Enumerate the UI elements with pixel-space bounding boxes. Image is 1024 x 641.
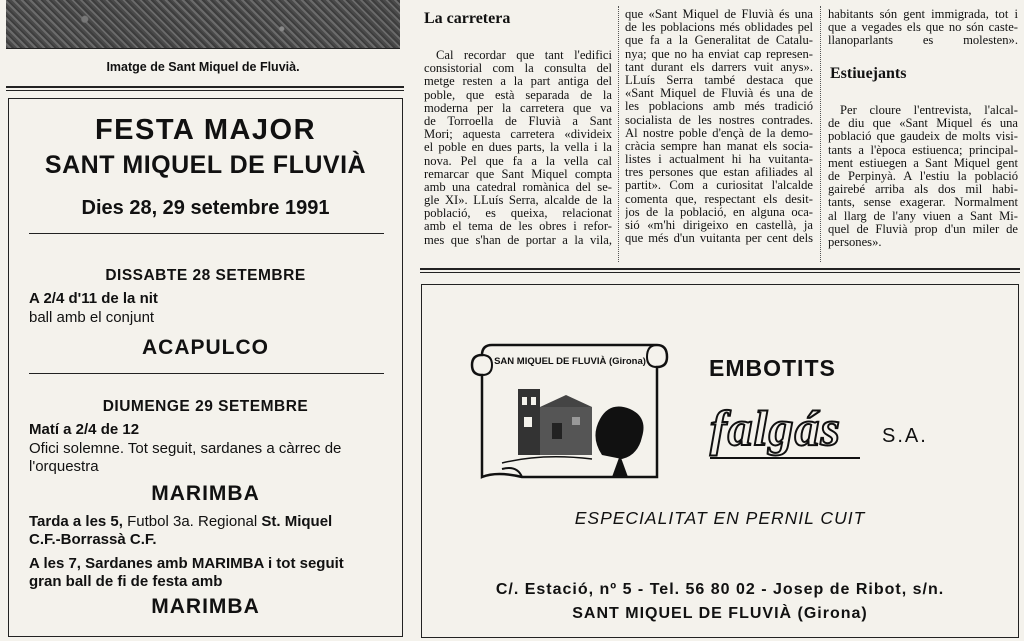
ad-address: C/. Estació, nº 5 - Tel. 56 80 02 - Josep de Ribot, s/n. — [495, 581, 945, 598]
column-divider — [618, 6, 619, 262]
sunday-evening-cont: gran ball de fi de festa amb — [29, 573, 223, 590]
article-line: quel de Fluvià prop d'un miler de — [828, 222, 1018, 236]
saturday-time: A 2/4 d'11 de la nit — [29, 290, 158, 307]
article-line: gairebé arriba als dos mil habi- — [828, 183, 1018, 197]
festa-title: FESTA MAJOR — [94, 114, 317, 146]
sunday-evening: A les 7, Sardanes amb MARIMBA i tot seguit — [29, 555, 344, 572]
article-line: de Perpinyà. A l'estiu la població — [828, 169, 1018, 183]
article-line: comenta que, respectant els desit- — [625, 192, 813, 206]
article-line: socialista de les nostres contrades. — [625, 113, 813, 127]
sunday-heading: DIUMENGE 29 SETEMBRE — [102, 398, 309, 415]
article-line: Per cloure l'entrevista, l'alcal- — [840, 104, 1018, 117]
saturday-desc: ball amb el conjunt — [29, 309, 155, 326]
article-line: que fa a la Generalitat de Catalu- — [625, 34, 813, 48]
article-line: població que gaudeix de molts visi- — [828, 130, 1018, 144]
sunday-morning-desc-cont: l'orquestra — [29, 458, 99, 475]
article-line: partit». Com a curiositat l'alcalde — [625, 179, 813, 193]
festa-major-box — [8, 98, 403, 637]
article-line: gle XI». LLuís Serra, alcalde de la — [424, 194, 612, 208]
sunday-morning-time: Matí a 2/4 de 12 — [29, 421, 140, 438]
article-line: persones». — [828, 235, 882, 249]
brand-underline — [710, 457, 860, 459]
embotits-falgas-ad — [421, 284, 1019, 638]
article-line: Mori; aquesta carretera «divideix — [424, 128, 612, 142]
article-line: nya; que no ha enviat cap represen- — [625, 47, 813, 61]
saturday-band: ACAPULCO — [142, 336, 269, 359]
photo-caption: Imatge de Sant Miquel de Fluvià. — [106, 60, 300, 74]
divider — [29, 373, 384, 374]
ad-brand-logo: falgás — [710, 400, 841, 456]
article-line: que «Sant Miquel de Fluvià és una — [625, 8, 813, 21]
article-line: nova. Pel que fa a la vella cal — [424, 154, 612, 168]
article-line: «Sant Miquel de Fluvià és una de — [625, 87, 813, 101]
article-line: tres persones que estan afiliades al — [625, 166, 813, 180]
afternoon-desc: Futbol 3a. Regional — [122, 513, 262, 530]
article-line: remarcar que Sant Miquel compta — [424, 167, 612, 181]
article-line: tant durant els darrers vuit anys». — [625, 60, 813, 74]
town-photo — [6, 0, 400, 49]
article-line: Cal recordar que tant l'edifici — [436, 49, 612, 62]
article-column-2 — [625, 8, 813, 245]
article-column-3-bottom — [828, 104, 1018, 249]
article-line: LLuís Serra també destaca que — [625, 73, 813, 87]
ad-specialty: ESPECIALITAT EN PERNIL CUIT — [574, 508, 866, 528]
article-line: habitants són gent immigrada, tot i — [828, 8, 1018, 21]
article-line: de les poblacions més oblidades pel — [625, 21, 813, 35]
article-line: moderna per la carretera que va — [424, 101, 612, 115]
sunday-afternoon — [29, 513, 384, 531]
ad-city: SANT MIQUEL DE FLUVIÀ (Girona) — [572, 605, 868, 622]
article-line: sió «m'hi dirigeixo en castellà, ja — [625, 219, 813, 232]
column-divider — [820, 6, 821, 262]
article-line: consistorial com la consulta del — [424, 62, 612, 76]
sunday-morning-band: MARIMBA — [151, 482, 260, 505]
article-line: listes i actualment hi ha vuitanta- — [625, 153, 813, 167]
article-line: que més d'un vuitanta per cent dels — [625, 232, 813, 246]
ad-category: EMBOTITS — [709, 355, 836, 381]
article-line: ment estiuegen a Sant Miquel gent — [828, 156, 1018, 170]
article-line: de Torroella de Fluvià a Sant — [424, 114, 612, 128]
article-line: de diu que «Sant Miquel és una — [828, 117, 1018, 131]
article-line: el poble en dues parts, la vella i la — [424, 141, 612, 155]
festa-dates: Dies 28, 29 setembre 1991 — [81, 197, 330, 219]
article-column-1 — [424, 49, 612, 247]
saturday-heading: DISSABTE 28 SETEMBRE — [105, 267, 306, 284]
article-column-3-top — [828, 8, 1018, 48]
article-line: al llarg de l'any viuen a Sant Mi- — [828, 209, 1018, 223]
article-line: tants, sense exagerar. Normalment — [828, 196, 1018, 210]
article-line: jos de la població, en alguna oca- — [625, 205, 813, 219]
article-line: metge resten a la part antiga del — [424, 75, 612, 89]
article-line: població, es queixa, relacionat — [424, 207, 612, 221]
article-line: les poblacions amb més tradició — [625, 100, 813, 114]
article-line: amb el tema de les obres i refor- — [424, 220, 612, 234]
article-divider — [420, 268, 1020, 273]
ad-brand-suffix: S.A. — [882, 425, 928, 447]
afternoon-teams: C.F.-Borrassà C.F. — [29, 531, 157, 548]
article-line: que a vegades els que no són caste- — [828, 21, 1018, 35]
article-line: Al nostre poble d'ençà de la demo- — [625, 126, 813, 140]
afternoon-team: St. Miquel — [261, 513, 333, 530]
article-line: cràcia sempre han manat els socia- — [625, 139, 813, 153]
article-heading-estiuejants: Estiuejants — [830, 65, 907, 82]
article-line: mes que s'han de portar a la vila, — [424, 233, 612, 247]
sunday-morning-desc: Ofici solemne. Tot seguit, sardanes a càrrec de — [29, 440, 342, 457]
article-heading-carretera: La carretera — [424, 10, 511, 27]
article-line: amb una catedral romànica del se- — [424, 180, 612, 194]
logo-banner-text: SAN MIQUEL DE FLUVIÀ (Girona) — [494, 356, 646, 367]
scroll-logo-icon — [462, 337, 677, 487]
article-line: llanoparlants es molesten». — [828, 34, 1018, 48]
afternoon-time: Tarda a les 5, — [29, 513, 123, 530]
caption-divider — [6, 86, 404, 91]
sunday-evening-band: MARIMBA — [151, 595, 260, 618]
article-line: tants a l'època estiuenca; principal- — [828, 143, 1018, 157]
divider — [29, 233, 384, 234]
festa-town: SANT MIQUEL DE FLUVIÀ — [44, 151, 367, 179]
article-line: poble, que està separada de la — [424, 88, 612, 102]
